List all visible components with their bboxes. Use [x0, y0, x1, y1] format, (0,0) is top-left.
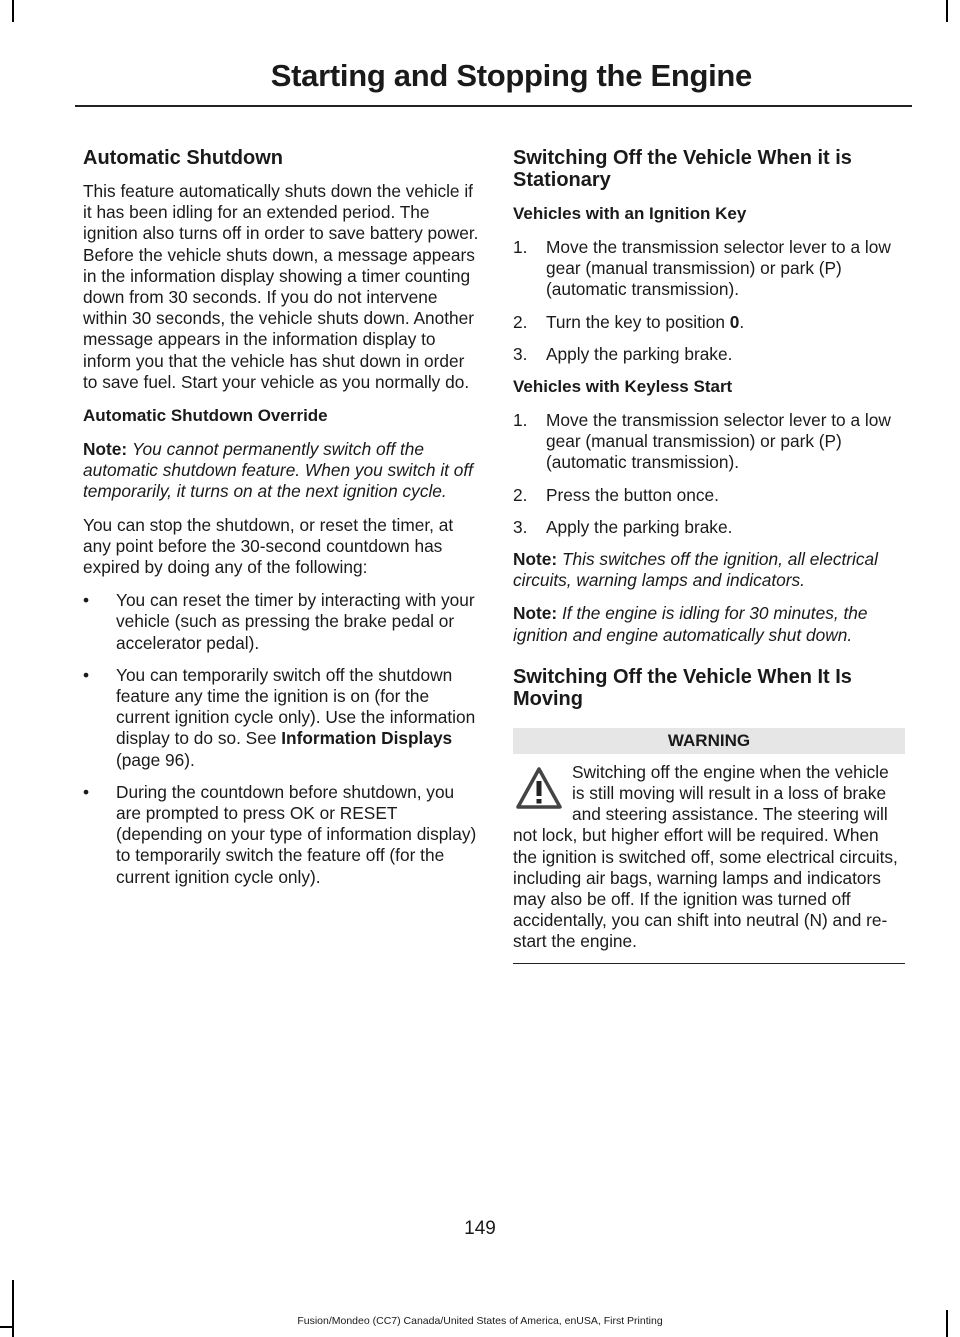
note-label: Note: — [83, 439, 128, 460]
list-item — [83, 782, 481, 888]
step-text: Apply the parking brake. — [546, 343, 733, 364]
step-number: 3. — [513, 343, 528, 364]
keyless-start-heading: Vehicles with Keyless Start — [513, 377, 733, 397]
step-number: 1. — [513, 237, 528, 257]
step-number: 1. — [513, 410, 528, 431]
page-title: Starting and Stopping the Engine — [270, 58, 752, 93]
bullet-marker: • — [83, 781, 90, 802]
bullet-text: You can temporarily switch off the shutdown feature any time the ignition is on (for the current ignition cycle only). Use the information display to do so. See — [116, 664, 476, 749]
header-rule — [75, 105, 912, 107]
ignition-key-heading: Vehicles with an Ignition Key — [513, 204, 747, 223]
step-number: 2. — [513, 311, 528, 332]
list-item — [513, 312, 905, 333]
bullet-marker: • — [83, 664, 90, 685]
warning-body — [513, 762, 905, 953]
automatic-shutdown-heading: Automatic Shutdown — [83, 147, 283, 169]
bullet-marker: • — [83, 590, 90, 611]
note-text: If the engine is idling for 30 minutes, the ignition and engine automatically shut down. — [513, 603, 868, 645]
note-text: This switches off the ignition, all electrical circuits, warning lamps and indicators. — [513, 549, 878, 591]
footer-text: Fusion/Mondeo (CC7) Canada/United States of America, enUSA, First Printing — [297, 1315, 663, 1327]
step-number: 2. — [513, 484, 528, 505]
stationary-heading: Switching Off the Vehicle When it is Stationary — [513, 147, 852, 191]
override-heading: Automatic Shutdown Override — [83, 406, 328, 426]
step-text: Move the transmission selector lever to a low gear (manual transmission) or park (P) (automatic transmission). — [546, 237, 891, 300]
step-text: Move the transmission selector lever to a low gear (manual transmission) or park (P) (automatic transmission). — [546, 410, 891, 473]
step-text: Turn the key to position — [546, 311, 730, 332]
step-number: 3. — [513, 516, 528, 537]
list-item — [513, 485, 905, 506]
bullet-text: You can reset the timer by interacting with your vehicle (such as pressing the brake pedal or accelerator pedal). — [116, 590, 475, 653]
list-item — [513, 517, 905, 538]
right-column — [513, 147, 905, 964]
note-label: Note: — [513, 603, 558, 624]
bullet-text-page-ref: (page 96). — [116, 749, 195, 770]
warning-title: WARNING — [513, 728, 905, 754]
idling-note — [513, 603, 905, 645]
list-item — [83, 665, 481, 771]
crop-mark-top-left — [12, 0, 14, 22]
ignition-note — [513, 549, 905, 591]
list-item — [513, 410, 905, 474]
warning-triangle-icon — [515, 766, 563, 810]
list-item — [513, 344, 905, 365]
page-number: 149 — [464, 1218, 496, 1239]
step-text: Press the button once. — [546, 484, 719, 505]
list-item — [513, 237, 905, 301]
bullet-text: During the countdown before shutdown, you are prompted to press OK or RESET (depending on your type of information display) to temporarily switch the feature off (for the current ignition cycle only). — [116, 781, 477, 887]
left-column — [83, 147, 481, 899]
information-displays-link[interactable]: Information Displays — [281, 728, 453, 749]
crop-mark-bottom-left — [12, 1280, 14, 1337]
keyless-start-steps — [513, 410, 905, 538]
list-item — [83, 590, 481, 654]
ignition-key-steps — [513, 237, 905, 365]
warning-bottom-rule — [513, 963, 905, 965]
override-note — [83, 439, 481, 503]
override-bullet-list — [83, 590, 481, 888]
note-label: Note: — [513, 549, 558, 570]
override-paragraph: You can stop the shutdown, or reset the timer, at any point before the 30-second countdown has expired by doing any of the following: — [83, 514, 454, 578]
step-text-end: . — [739, 311, 745, 332]
step-text: Apply the parking brake. — [546, 516, 733, 537]
warning-text: Switching off the engine when the vehicle is still moving will result in a loss of brake and steering assistance. The steering will not lock, but higher effort will be required. When the ignition is switched off, some electrical circuits, including air bags, warning lamps and indicators may also be off. If the ignition was turned off accidentally, you can shift into neutral (N) and re-start the engine. — [513, 761, 898, 952]
note-text: You cannot permanently switch off the automatic shutdown feature. When you switch it off temporarily, it turns on at the next ignition cycle. — [83, 439, 473, 502]
key-position: 0 — [729, 311, 740, 332]
warning-box — [513, 728, 905, 964]
moving-heading: Switching Off the Vehicle When It Is Moving — [513, 665, 852, 710]
automatic-shutdown-paragraph: This feature automatically shuts down the vehicle if it has been idling for an extended period. The ignition also turns off in order to save battery power. Before the vehicle shuts down, a message appears in the information display showing a timer counting down from 30 seconds. If you do not intervene within 30 seconds, the vehicle shuts down. Another message appears in the information display to inform you that the vehicle has shut down in order to save fuel. Start your vehicle as you normally do. — [83, 181, 479, 392]
crop-mark-top-right — [946, 0, 948, 22]
